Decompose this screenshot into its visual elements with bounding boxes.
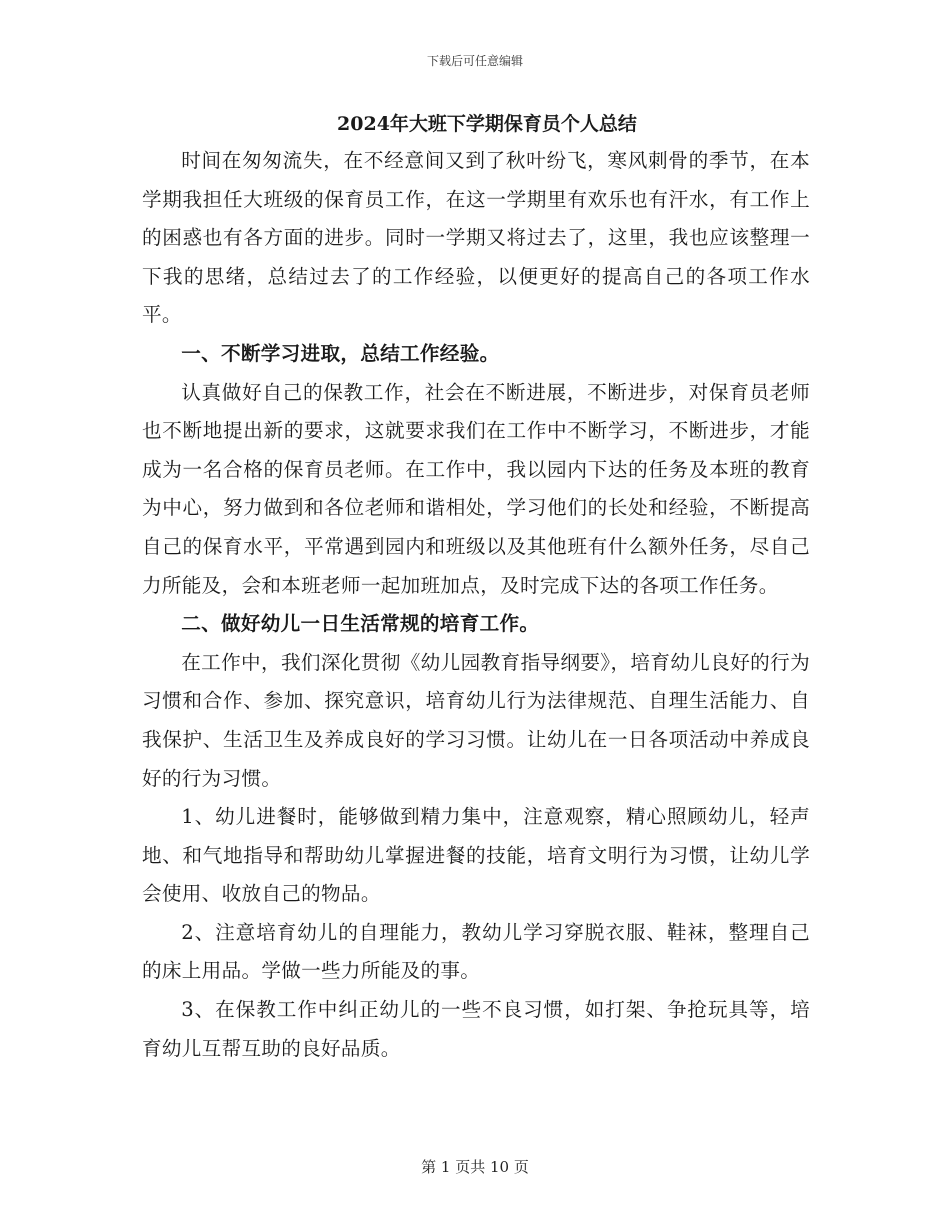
paragraph: 在工作中，我们深化贯彻《幼儿园教育指导纲要》，培育幼儿良好的行为习惯和合作、参加、探究意识，培育幼儿行为法律规范、自理生活能力、自我保护、生活卫生及养成良好的学习习惯。让幼儿在一日各项活动中养成良好的行为习惯。	[142, 650, 810, 790]
header-note: 下载后可任意编辑	[426, 54, 523, 68]
list-item: 1、幼儿进餐时，能够做到精力集中，注意观察，精心照顾幼儿，轻声地、和气地指导和帮助幼儿掌握进餐的技能，培育文明行为习惯，让幼儿学会使用、收放自己的物品。	[142, 805, 810, 906]
section-heading: 二、做好幼儿一日生活常规的培育工作。	[181, 612, 540, 636]
list-item: 2、注意培育幼儿的自理能力，教幼儿学习穿脱衣服、鞋袜，整理自己的床上用品。学做一些力所能及的事。	[142, 920, 810, 983]
page-footer: 第 1 页共 10 页	[421, 1158, 529, 1176]
paragraph: 时间在匆匆流失，在不经意间又到了秋叶纷飞，寒风刺骨的季节，在本学期我担任大班级的保育员工作，在这一学期里有欢乐也有汗水，有工作上的困惑也有各方面的进步。同时一学期又将过去了，这里，我也应该整理一下我的思绪，总结过去了的工作经验，以便更好的提高自己的各项工作水平。	[142, 149, 810, 327]
paragraph: 认真做好自己的保教工作，社会在不断进展，不断进步，对保育员老师也不断地提出新的要求，这就要求我们在工作中不断学习，不断进步，才能成为一名合格的保育员老师。在工作中，我以园内下达的任务及本班的教育为中心，努力做到和各位老师和谐相处，学习他们的长处和经验，不断提高自己的保育水平，平常遇到园内和班级以及其他班有什么额外任务，尽自己力所能及，会和本班老师一起加班加点，及时完成下达的各项工作任务。	[142, 380, 810, 597]
list-item: 3、在保教工作中纠正幼儿的一些不良习惯，如打架、争抢玩具等，培育幼儿互帮互助的良好品质。	[142, 998, 810, 1060]
document-title: 2024年大班下学期保育员个人总结	[337, 113, 637, 135]
section-heading: 一、不断学习进取，总结工作经验。	[181, 341, 500, 365]
document-body	[142, 108, 810, 1068]
